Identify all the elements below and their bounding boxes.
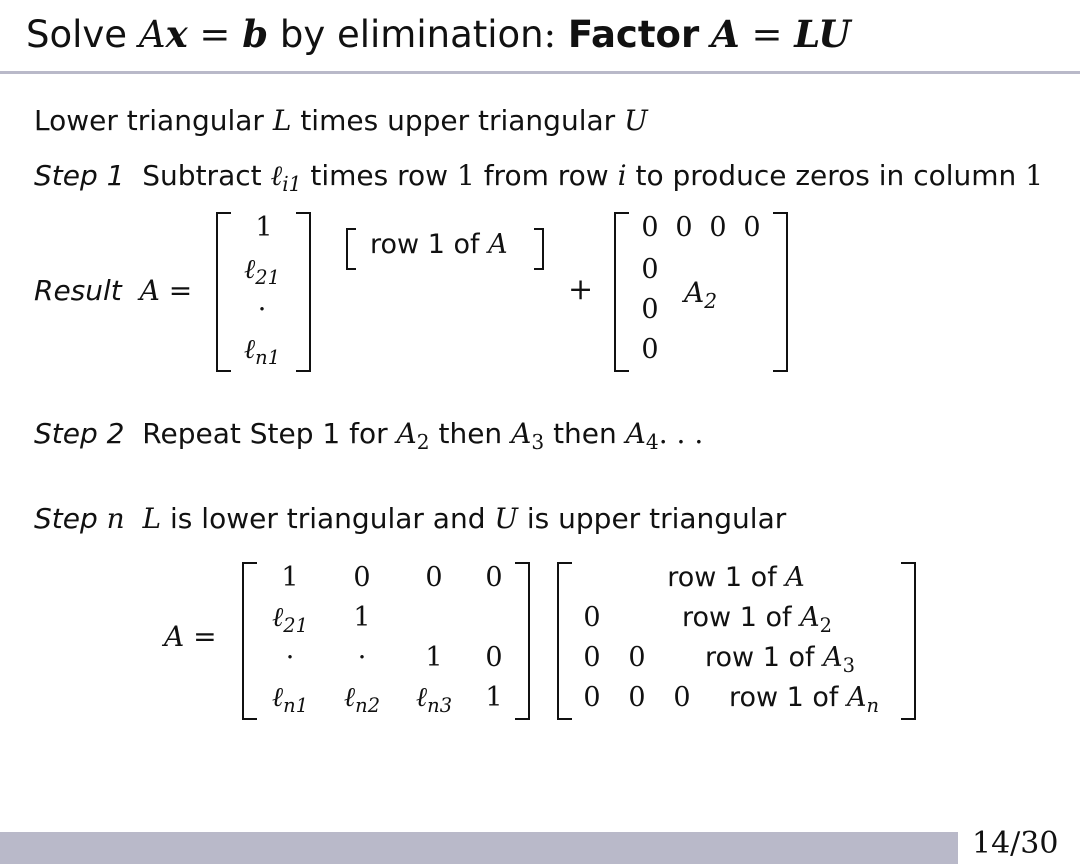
- result-zero-left-3: 0: [641, 334, 659, 365]
- result-col-l21-ell: ℓ: [244, 254, 256, 285]
- L-cell-r1c1: 1: [281, 562, 299, 593]
- U-row-text: row 1 of: [667, 562, 786, 593]
- title-b: b: [242, 12, 269, 56]
- result-row-A: A: [488, 229, 508, 260]
- U-zero-r4-3: 0: [673, 682, 691, 713]
- L-matrix-left-bracket: [242, 562, 257, 720]
- stepn-text-2: is upper triangular: [526, 502, 787, 535]
- title-colon: :: [543, 13, 557, 56]
- U-row-text: row 1 of: [728, 682, 848, 713]
- title-equals-2: =: [751, 13, 783, 56]
- result-row-label: [370, 229, 508, 260]
- title-LU: LU: [794, 12, 851, 56]
- title-bar: [0, 0, 1080, 72]
- U-row-text: row 1 of: [705, 642, 824, 673]
- ell-subscript: n3: [427, 693, 453, 717]
- U-zero-r3-2: 0: [628, 642, 646, 673]
- result-col-ln1-sub: n1: [255, 345, 281, 369]
- intro-text-2: times upper triangular: [300, 104, 616, 137]
- U-row-2-label: [682, 602, 832, 637]
- step2-line: [34, 417, 704, 455]
- intro-L: L: [272, 104, 292, 137]
- ell-symbol: ℓ: [343, 682, 356, 713]
- step1-text-2: times row: [310, 159, 449, 192]
- U-row-A: A: [823, 642, 843, 673]
- ell-symbol: ℓ: [272, 602, 284, 633]
- stepn-U: U: [494, 502, 518, 535]
- L-matrix-right-bracket: [515, 562, 530, 720]
- step1-text-3: from row: [483, 159, 609, 192]
- step1-i: i: [617, 159, 627, 192]
- step2-A4-letter: A: [625, 417, 646, 450]
- step2-then-2: then: [553, 417, 617, 450]
- U-matrix-right-bracket: [901, 562, 916, 720]
- L-cell-r4c3: [415, 682, 453, 717]
- L-cell-r2c2: 1: [353, 602, 371, 633]
- result-mat-right-bracket: [773, 212, 788, 372]
- U-row-1-label: [667, 562, 805, 593]
- result-A2: [684, 276, 718, 314]
- step2-A2: [396, 417, 430, 455]
- stepn-n: n: [106, 502, 125, 535]
- result-zero-top-3: 0: [709, 212, 727, 243]
- step2-then-1: then: [438, 417, 503, 450]
- step1-text-1: Subtract: [142, 159, 262, 192]
- footer-bar: [0, 832, 958, 864]
- stepn-text-1: is lower triangular and: [170, 502, 486, 535]
- L-cell-r4c4: 1: [485, 682, 503, 713]
- result-zero-left-1: 0: [641, 254, 659, 285]
- result-label-group: [34, 274, 192, 307]
- U-row-3-label: [705, 642, 855, 677]
- result-col-dot: ·: [257, 294, 267, 325]
- result-zero-top-4: 0: [743, 212, 761, 243]
- result-plus: +: [568, 272, 594, 307]
- ell-subscript: n2: [355, 693, 381, 717]
- result-col-1: 1: [255, 212, 273, 243]
- U-row-4-label: [728, 682, 880, 717]
- step1-text-4: to produce zeros in column: [635, 159, 1017, 192]
- slide-title: [26, 12, 851, 56]
- U-row-A-sub: n: [866, 693, 880, 717]
- step2-A2-letter: A: [396, 417, 417, 450]
- U-row-A: A: [800, 602, 820, 633]
- step1-ell-sub: i1: [282, 172, 302, 197]
- step1-ell: [270, 159, 302, 197]
- step2-text-1: Repeat Step 1 for: [142, 417, 388, 450]
- title-x: x: [165, 12, 188, 56]
- ell-symbol: ℓ: [415, 682, 428, 713]
- L-cell-r4c1: [271, 682, 309, 717]
- U-zero-r3-1: 0: [583, 642, 601, 673]
- U-row-A-sub: 3: [842, 653, 855, 677]
- ell-subscript: 21: [283, 613, 308, 637]
- result-A2-sub: 2: [704, 289, 718, 314]
- result-zero-top-2: 0: [675, 212, 693, 243]
- stepn-label: Step: [34, 502, 98, 535]
- result-col-ln1: [243, 334, 281, 369]
- step2-dots: . . .: [658, 417, 704, 450]
- title-by-elimination: by elimination: [279, 13, 544, 56]
- step2-label: Step 2: [34, 417, 125, 450]
- ell-symbol: ℓ: [271, 682, 284, 713]
- title-A: A: [138, 13, 166, 56]
- step1-one: 1: [456, 159, 475, 192]
- result-zero-top-1: 0: [641, 212, 659, 243]
- step2-A3: [511, 417, 545, 455]
- result-col-right-bracket: [296, 212, 311, 372]
- stepn-L: L: [142, 502, 162, 535]
- step1-line: [34, 159, 1044, 197]
- U-zero-r4-1: 0: [583, 682, 601, 713]
- step1-one-2: 1: [1025, 159, 1044, 192]
- stepn-line: [34, 502, 786, 535]
- step2-A2-sub: 2: [416, 430, 430, 455]
- step1-label: Step 1: [34, 159, 125, 192]
- page-number: 14/30: [972, 826, 1059, 861]
- U-matrix-left-bracket: [557, 562, 572, 720]
- title-factor: Factor: [567, 13, 700, 56]
- L-cell-r2c1: [272, 602, 308, 637]
- U-row-A-sub: 2: [819, 613, 832, 637]
- title-A2: A: [711, 12, 740, 56]
- step1-ell-symbol: ℓ: [270, 159, 283, 192]
- result-col-ln1-ell: ℓ: [243, 334, 256, 365]
- intro-line: [34, 104, 648, 137]
- step2-A3-letter: A: [511, 417, 532, 450]
- result-col-left-bracket: [216, 212, 231, 372]
- U-row-A: A: [847, 682, 867, 713]
- title-solve: Solve: [26, 13, 128, 56]
- factor-A-equals: A =: [164, 620, 217, 653]
- row-bracket-left: [346, 228, 356, 270]
- result-A-equals: A =: [139, 274, 193, 307]
- ell-subscript: n1: [283, 693, 309, 717]
- result-A2-letter: A: [684, 276, 705, 309]
- intro-U: U: [624, 104, 648, 137]
- L-cell-r1c3: 0: [425, 562, 443, 593]
- U-row-A: A: [785, 562, 805, 593]
- intro-text-1: Lower triangular: [34, 104, 264, 137]
- row-bracket-right: [534, 228, 544, 270]
- L-cell-r4c2: [343, 682, 381, 717]
- step2-A3-sub: 3: [531, 430, 545, 455]
- L-cell-r3c4: 0: [485, 642, 503, 673]
- U-zero-r2-1: 0: [583, 602, 601, 633]
- result-row-text: row 1 of: [370, 229, 480, 260]
- step2-A4-sub: 4: [645, 430, 659, 455]
- L-cell-r1c4: 0: [485, 562, 503, 593]
- step2-A4: [625, 417, 659, 455]
- L-cell-r3c1: ·: [285, 642, 295, 673]
- U-row-text: row 1 of: [682, 602, 801, 633]
- result-col-l21: [244, 254, 280, 289]
- L-cell-r1c2: 0: [353, 562, 371, 593]
- result-col-l21-sub: 21: [255, 265, 280, 289]
- L-cell-r3c2: ·: [357, 642, 367, 673]
- title-equals: =: [199, 13, 231, 56]
- result-label: Result: [34, 274, 122, 307]
- result-zero-left-2: 0: [641, 294, 659, 325]
- L-cell-r3c3: 1: [425, 642, 443, 673]
- title-rule: [0, 71, 1080, 74]
- result-mat-left-bracket: [614, 212, 629, 372]
- U-zero-r4-2: 0: [628, 682, 646, 713]
